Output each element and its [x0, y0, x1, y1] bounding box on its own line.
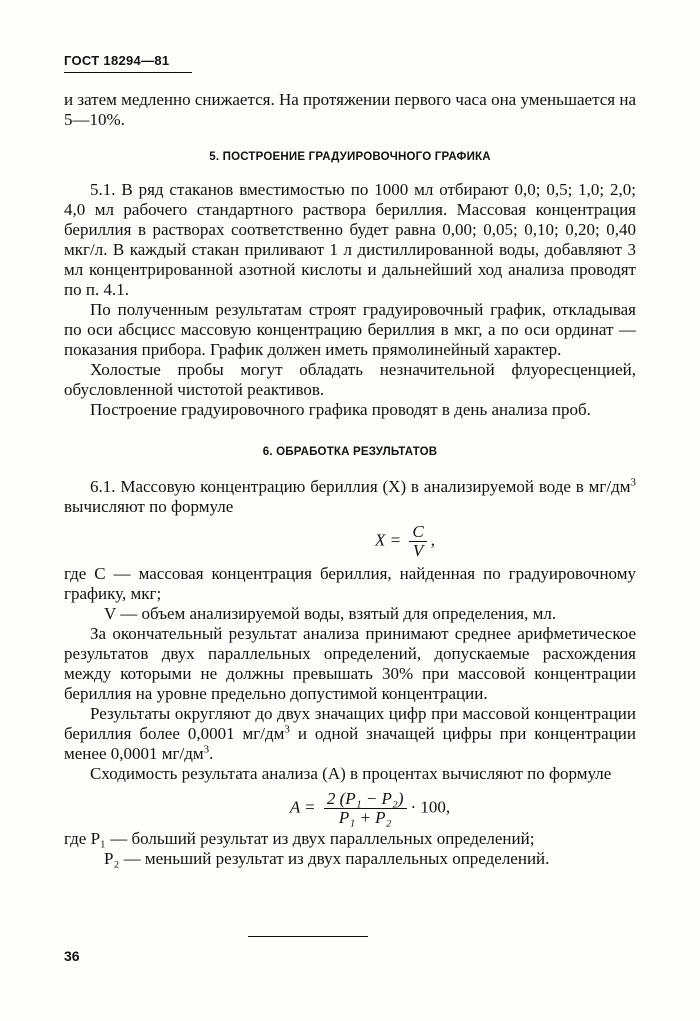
definition-c: где C — массовая концентрация бериллия, найденная по градуировочному графику, мкг;	[64, 564, 636, 603]
definition-p1: где P₁ — больший результат из двух параллельных определений;	[64, 829, 535, 848]
formula-a-numerator: 2 (P₁ − P₂)	[324, 790, 407, 809]
formula-x-lhs: X =	[375, 530, 402, 550]
document-header: ГОСТ 18294—81	[64, 53, 192, 73]
section-6-p3-text-b: и одной значащей цифры при концентрации менее 0,0001 мг/дм	[64, 724, 636, 763]
section-6-paragraph-3	[64, 704, 636, 764]
section-6-p3-text-a: Результаты округляют до двух значащих цифр при массовой концентрации бериллия более 0,0001 мг/дм	[64, 704, 636, 743]
definition-v: V — объем анализируемой воды, взятый для определения, мл.	[104, 604, 557, 623]
formula-x-tail: ,	[430, 530, 435, 550]
section-6-paragraph-2: За окончательный результат анализа принимают среднее арифметическое результатов двух параллельных определений, допускаемые расхождения между которыми не должны превышать 30% при массовой концентрации бериллия на уровне предельно допустимой концентрации.	[64, 624, 636, 703]
section-6-p3-sup-1: 3	[284, 723, 290, 736]
section-5-paragraph-1: 5.1. В ряд стаканов вместимостью по 1000 мл отбирают 0,0; 0,5; 1,0; 2,0; 4,0 мл рабочего стандартного раствора бериллия. Массовая концентрация бериллия в растворах соответственно будет равна 0,00; 0,05; 0,10; 0,20; 0,40 мкг/л. В каждый стакан приливают 1 л дистиллированной воды, добавляют 3 мл концентрированной азотной кислоты и дальнейший ход анализа проводят по п. 4.1.	[64, 180, 636, 299]
formula-a-fraction	[324, 790, 407, 827]
formula-x-denominator: V	[412, 541, 424, 560]
footer-rule	[248, 936, 368, 937]
section-6-p1-sup: 3	[630, 476, 636, 489]
section-6-paragraph-4: Сходимость результата анализа (A) в процентах вычисляют по формуле	[90, 764, 612, 783]
section-6-p1-text-b: вычисляют по формуле	[64, 497, 234, 516]
section-6-p1-text-a: 6.1. Массовую концентрацию бериллия (X) в анализируемой воде в мг/дм	[90, 477, 631, 496]
section-6-title: 6. ОБРАБОТКА РЕЗУЛЬТАТОВ	[262, 446, 438, 458]
formula-x-numerator: C	[409, 523, 426, 542]
document-page	[64, 52, 636, 869]
formula-a-denominator: P₁ + P₂	[338, 808, 392, 827]
section-6-p3-text-c: .	[209, 744, 214, 763]
section-5-paragraph-3: Холостые пробы могут обладать незначительной флуоресценцией, обусловленной чистотой реактивов.	[64, 360, 636, 399]
formula-x	[64, 523, 636, 560]
definition-p2: P₂ — меньший результат из двух параллельных определений.	[104, 849, 550, 868]
formula-a-lhs: A =	[289, 797, 316, 817]
page-number: 36	[64, 948, 80, 964]
formula-a	[64, 790, 636, 827]
formula-a-tail: · 100,	[410, 797, 451, 817]
section-5-title: 5. ПОСТРОЕНИЕ ГРАДУИРОВОЧНОГО ГРАФИКА	[209, 151, 491, 163]
section-5-paragraph-2: По полученным результатам строят градуировочный график, откладывая по оси абсцисс массовую концентрацию бериллия в мкг, а по оси ординат — показания прибора. График должен иметь прямолинейный характер.	[64, 300, 636, 359]
formula-x-fraction	[409, 523, 426, 560]
intro-paragraph: и затем медленно снижается. На протяжении первого часа она уменьшается на 5—10%.	[64, 90, 636, 129]
section-6-paragraph-1	[64, 477, 636, 517]
section-5-paragraph-4: Построение градуировочного графика проводят в день анализа проб.	[90, 400, 591, 419]
section-6-p3-sup-2: 3	[203, 743, 210, 756]
